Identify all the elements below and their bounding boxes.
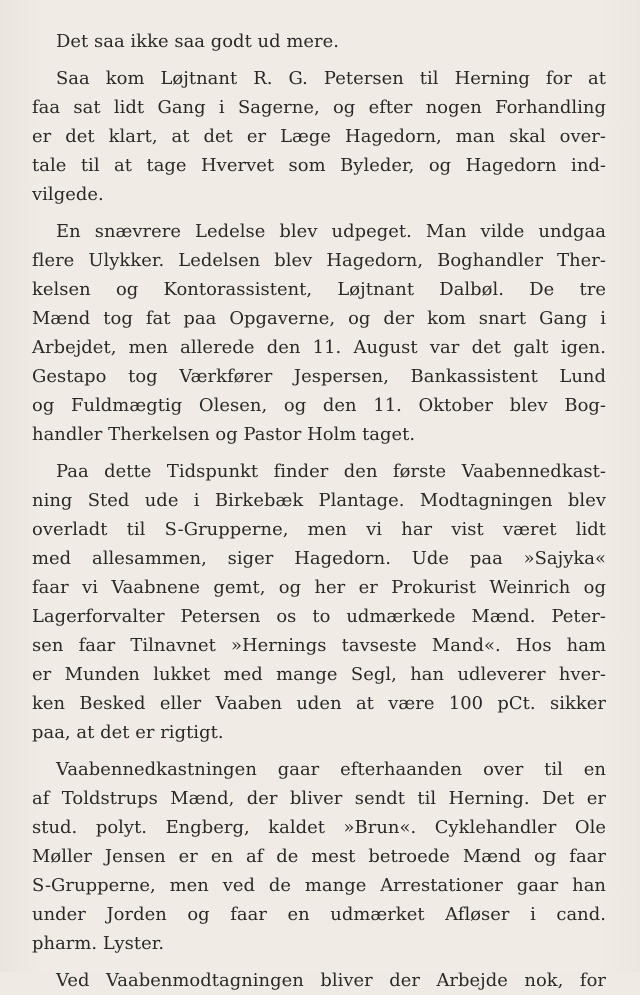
text-line: flere Ulykker. Ledelsen blev Hagedorn, Boghandler Ther- [32, 250, 606, 271]
paragraph-5 [32, 755, 606, 958]
text-line: Vaabennedkastningen gaar efterhaanden over til en [56, 759, 606, 780]
text-line: ning Sted ude i Birkebæk Plantage. Modtagningen blev [32, 490, 606, 511]
text-line: En snævrere Ledelse blev udpeget. Man vilde undgaa [56, 221, 606, 242]
text-line: Det saa ikke saa godt ud mere. [56, 31, 339, 52]
text-line: paa, at det er rigtigt. [32, 722, 224, 743]
text-line: Mænd tog fat paa Opgaverne, og der kom snart Gang i [32, 308, 606, 329]
text-line: Møller Jensen er en af de mest betroede Mænd og faar [32, 846, 606, 867]
text-line: med allesammen, siger Hagedorn. Ude paa »Sajyka« [32, 548, 606, 569]
text-line: Paa dette Tidspunkt finder den første Vaabennedkast- [56, 461, 606, 482]
paragraph-6 [52, 966, 606, 995]
paragraph-1 [52, 27, 606, 56]
paragraph-2 [32, 64, 606, 209]
text-line: S-Grupperne, men ved de mange Arrestationer gaar han [32, 875, 606, 896]
text-line: stud. polyt. Engberg, kaldet »Brun«. Cyklehandler Ole [32, 817, 606, 838]
text-line: tale til at tage Hvervet som Byleder, og Hagedorn ind- [32, 155, 606, 176]
text-line: faa sat lidt Gang i Sagerne, og efter nogen Forhandling [32, 97, 606, 118]
text-line: er Munden lukket med mange Segl, han udleverer hver- [32, 664, 606, 685]
paragraph-4 [32, 457, 606, 747]
text-line: af Toldstrups Mænd, der bliver sendt til Herning. Det er [32, 788, 606, 809]
text-line: sen faar Tilnavnet »Hernings tavseste Mand«. Hos ham [32, 635, 606, 656]
text-line: vilgede. [32, 184, 104, 205]
text-line: under Jorden og faar en udmærket Afløser i cand. [32, 904, 606, 925]
text-line: handler Therkelsen og Pastor Holm taget. [32, 424, 416, 445]
text-line: kelsen og Kontorassistent, Løjtnant Dalbøl. De tre [32, 279, 606, 300]
text-line: Lagerforvalter Petersen os to udmærkede Mænd. Peter- [32, 606, 606, 627]
text-line: faar vi Vaabnene gemt, og her er Prokurist Weinrich og [32, 577, 606, 598]
text-line: Gestapo tog Værkfører Jespersen, Bankassistent Lund [32, 366, 606, 387]
text-line: er det klart, at det er Læge Hagedorn, man skal over- [32, 126, 606, 147]
text-line: overladt til S-Grupperne, men vi har vist været lidt [32, 519, 606, 540]
text-line: Ved Vaabenmodtagningen bliver der Arbejde nok, for [56, 970, 606, 991]
paragraph-3 [32, 217, 606, 449]
text-line: pharm. Lyster. [32, 933, 165, 954]
text-line: Arbejdet, men allerede den 11. August var det galt igen. [32, 337, 606, 358]
text-line: ken Besked eller Vaaben uden at være 100 pCt. sikker [32, 693, 606, 714]
text-line: Saa kom Løjtnant R. G. Petersen til Herning for at [56, 68, 606, 89]
text-line: og Fuldmægtig Olesen, og den 11. Oktober blev Bog- [32, 395, 606, 416]
